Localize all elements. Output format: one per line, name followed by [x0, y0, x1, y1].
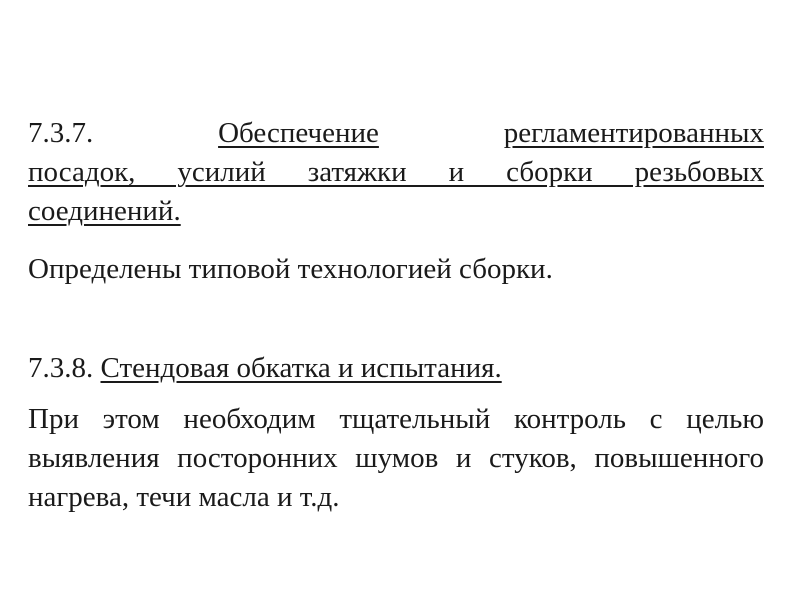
- section-737-title-line3: соединений.: [28, 195, 181, 227]
- section-737-heading-line2: [28, 153, 764, 192]
- section-738-heading: [28, 349, 764, 388]
- section-737-title-line2: посадок, усилий затяжки и сборки резьбовых: [28, 156, 764, 188]
- section-738-number: 7.3.8.: [28, 352, 94, 384]
- section-737-number: 7.3.7.: [28, 117, 94, 149]
- section-738-title: Стендовая обкатка и испытания.: [100, 352, 502, 384]
- section-737-body-text: Определены типовой технологией сборки.: [28, 253, 553, 285]
- section-737-heading: [28, 114, 764, 231]
- section-737-heading-line3: [28, 192, 764, 231]
- section-737-heading-line1: [28, 114, 764, 153]
- section-738-body: [28, 400, 764, 517]
- section-737-title-word2: регламентированных: [503, 117, 764, 149]
- section-738-body-text: При этом необходим тщательный контроль с целью выявления посторонних шумов и стуков, повышенного нагрева, течи масла и т.д.: [28, 403, 764, 513]
- section-737-body: [28, 250, 764, 289]
- section-737-title-word1: Обеспечение: [218, 117, 379, 149]
